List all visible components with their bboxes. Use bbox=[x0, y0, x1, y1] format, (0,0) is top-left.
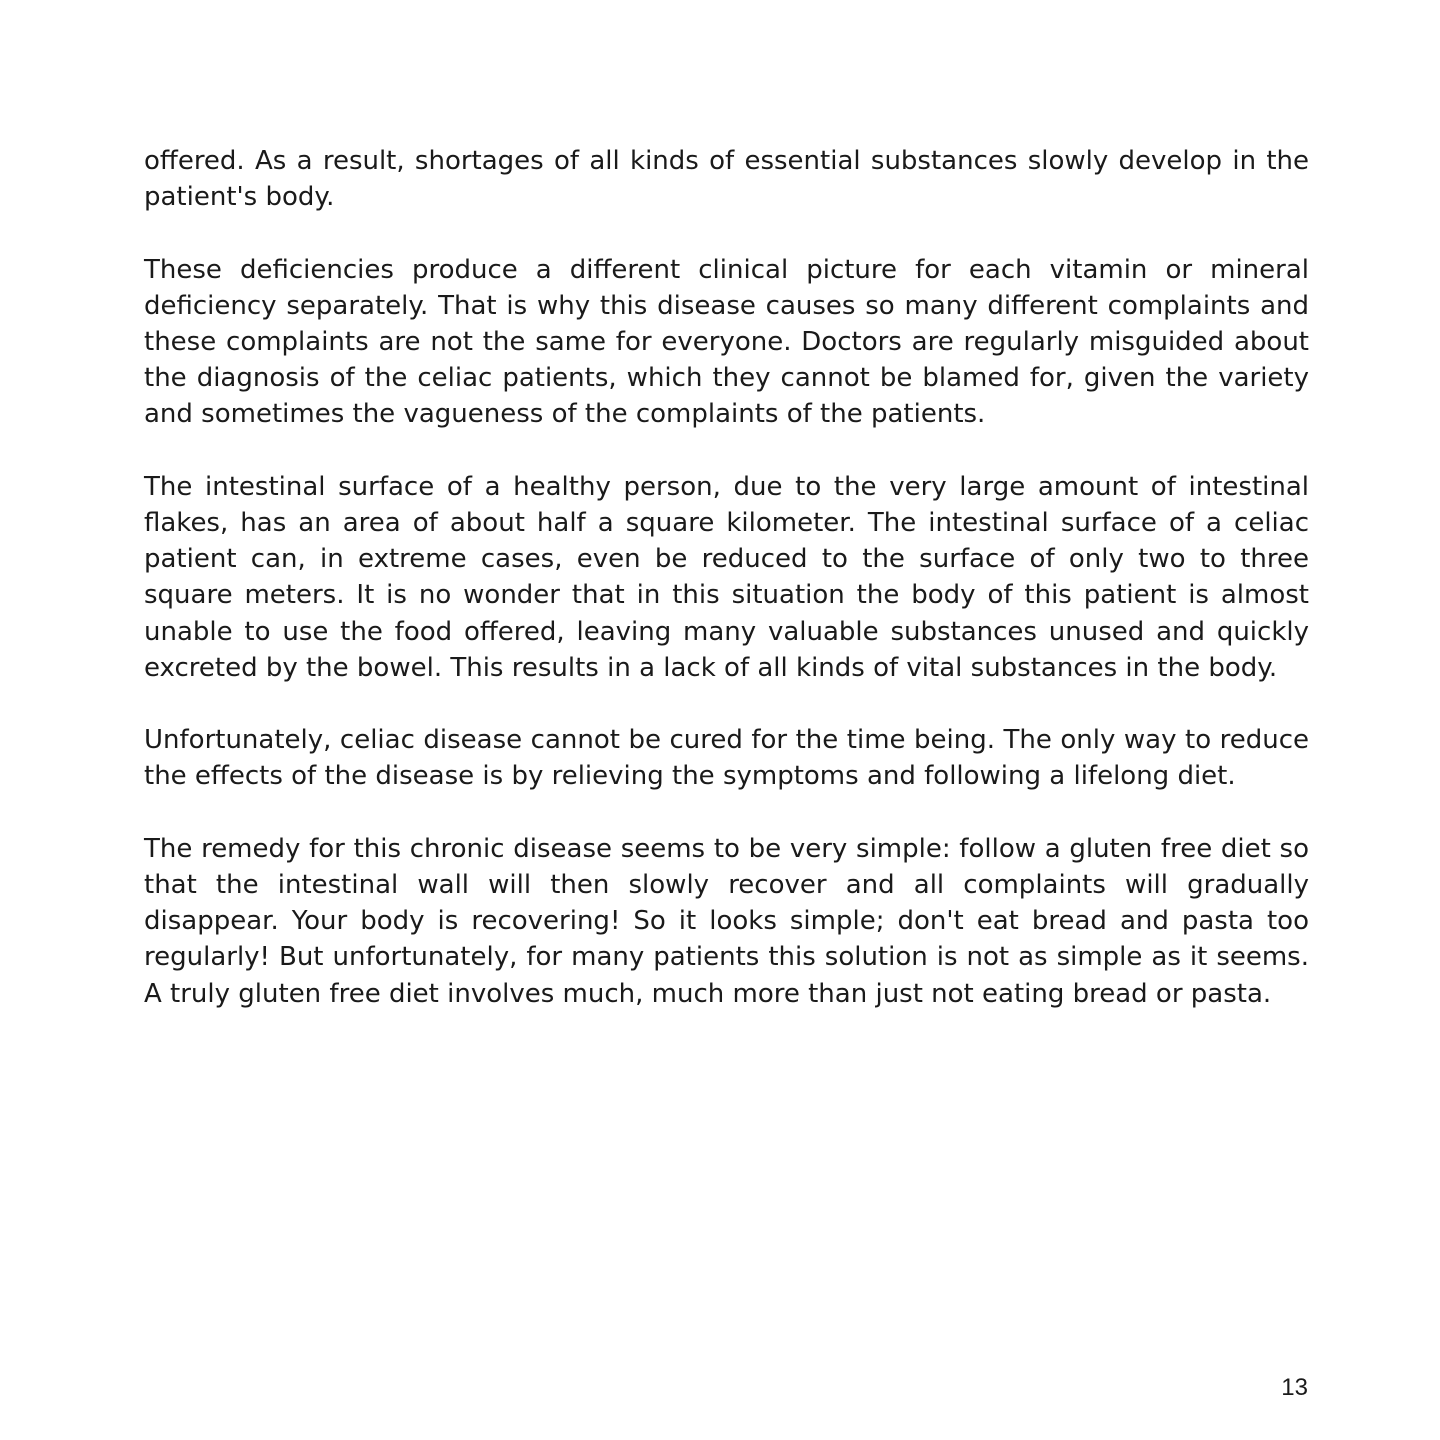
paragraph-5: The remedy for this chronic disease seems to be very simple: follow a gluten free diet so that the intestinal wall will then slowly recover and all complaints will gradually disappear. Your body is recovering! So it looks simple; don't eat bread and pasta too regularly! But unfortunately, for many patients this solution is not as simple as it seems. A truly gluten free diet involves much, much more than just not eating bread or pasta. bbox=[144, 833, 1309, 1009]
page-number: 13 bbox=[1281, 1374, 1308, 1401]
paragraph-1: offered. As a result, shortages of all kinds of essential substances slowly develop in the patient's body. bbox=[144, 146, 1309, 213]
paragraph-2: These deficiencies produce a different clinical picture for each vitamin or mineral deficiency separately. That is why this disease causes so many different complaints and these complaints are not the same for everyone. Doctors are regularly misguided about the diagnosis of the celiac patients, which they cannot be blamed for, given the variety and sometimes the vagueness of the complaints of the patients. bbox=[144, 254, 1309, 430]
paragraph-3: The intestinal surface of a healthy person, due to the very large amount of intestinal flakes, has an area of about half a square kilometer. The intestinal surface of a celiac patient can, in extreme cases, even be reduced to the surface of only two to three square meters. It is no wonder that in this situation the body of this patient is almost unable to use the food offered, leaving many valuable substances unused and quickly excreted by the bowel. This results in a lack of all kinds of vital substances in the body. bbox=[144, 471, 1309, 683]
body-text bbox=[144, 143, 1309, 1012]
paragraph-4: Unfortunately, celiac disease cannot be cured for the time being. The only way to reduce the effects of the disease is by relieving the symptoms and following a lifelong diet. bbox=[144, 725, 1309, 792]
